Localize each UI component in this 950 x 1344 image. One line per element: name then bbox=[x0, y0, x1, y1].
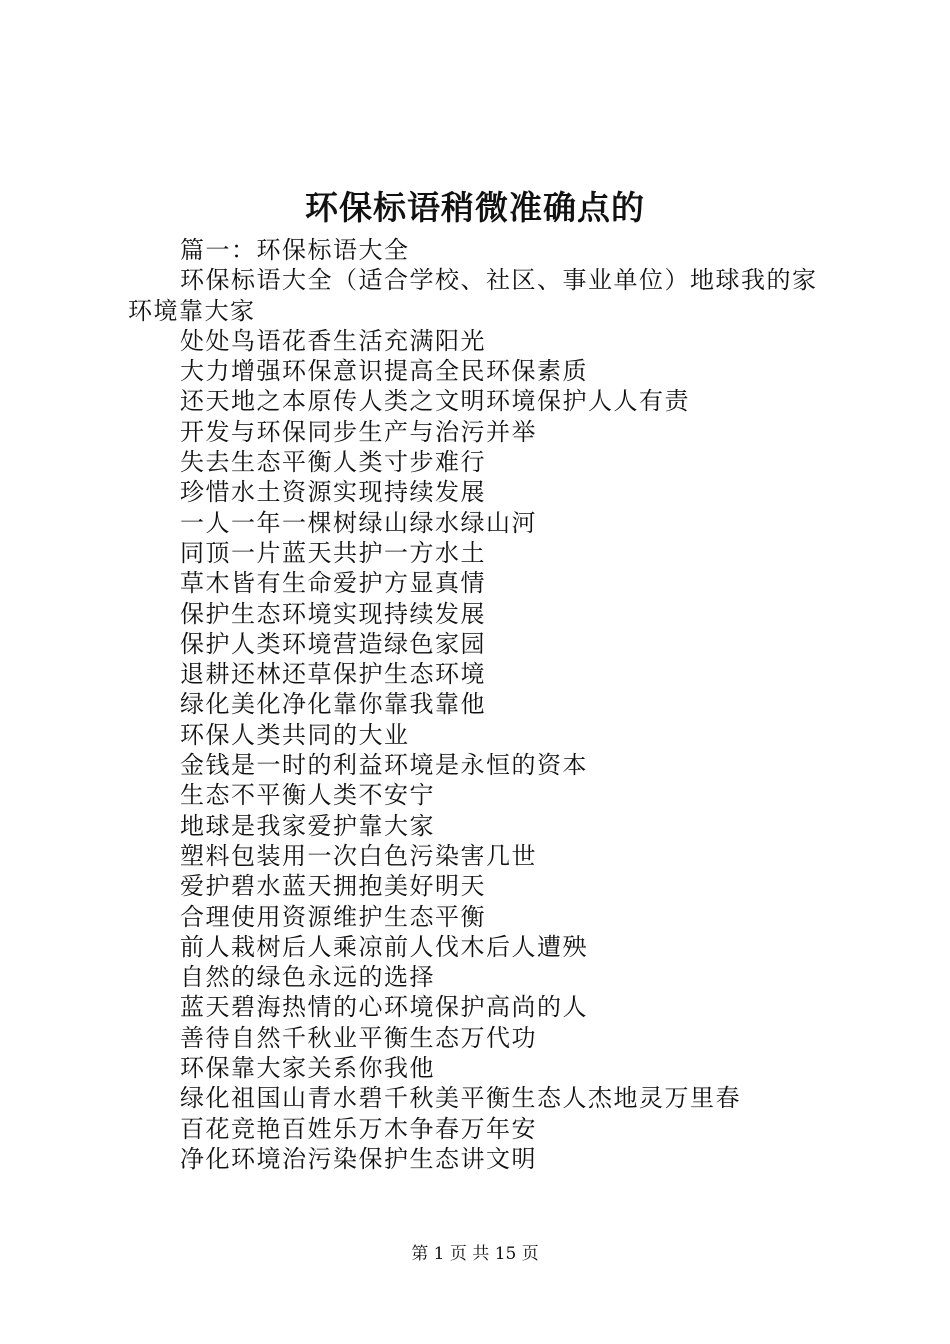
paragraph: 塑料包装用一次白色污染害几世 bbox=[180, 841, 537, 870]
paragraph: 退耕还林还草保护生态环境 bbox=[180, 660, 486, 689]
paragraph: 珍惜水土资源实现持续发展 bbox=[180, 478, 486, 507]
paragraph: 大力增强环保意识提高全民环保素质 bbox=[180, 357, 588, 386]
paragraph: 环保靠大家关系你我他 bbox=[180, 1054, 435, 1083]
paragraph: 百花竞艳百姓乐万木争春万年安 bbox=[180, 1114, 537, 1143]
paragraph: 自然的绿色永远的选择 bbox=[180, 963, 435, 992]
paragraph: 蓝天碧海热情的心环境保护高尚的人 bbox=[180, 993, 588, 1022]
paragraph: 地球是我家爱护靠大家 bbox=[180, 811, 435, 840]
paragraph: 草木皆有生命爱护方显真情 bbox=[180, 569, 486, 598]
paragraph: 生态不平衡人类不安宁 bbox=[180, 781, 435, 810]
paragraph: 处处鸟语花香生活充满阳光 bbox=[180, 326, 486, 355]
paragraph: 前人栽树后人乘凉前人伐木后人遭殃 bbox=[180, 932, 588, 961]
paragraph: 篇一：环保标语大全 bbox=[180, 236, 410, 264]
paragraph: 绿化祖国山青水碧千秋美平衡生态人杰地灵万里春 bbox=[180, 1084, 741, 1113]
paragraph: 一人一年一棵树绿山绿水绿山河 bbox=[180, 508, 537, 537]
paragraph: 合理使用资源维护生态平衡 bbox=[180, 902, 486, 931]
paragraph: 环保标语大全（适合学校、社区、事业单位）地球我的家环境靠大家 bbox=[128, 266, 818, 325]
paragraph: 环保人类共同的大业 bbox=[180, 720, 410, 749]
paragraph: 爱护碧水蓝天拥抱美好明天 bbox=[180, 872, 486, 901]
paragraph: 善待自然千秋业平衡生态万代功 bbox=[180, 1023, 537, 1052]
paragraph: 绿化美化净化靠你靠我靠他 bbox=[180, 690, 486, 719]
page-number-footer: 第 1 页 共 15 页 bbox=[411, 1244, 539, 1264]
paragraph: 净化环境治污染保护生态讲文明 bbox=[180, 1144, 537, 1173]
paragraph: 保护人类环境营造绿色家园 bbox=[180, 629, 486, 658]
paragraph: 还天地之本原传人类之文明环境保护人人有责 bbox=[180, 387, 690, 416]
paragraph: 开发与环保同步生产与治污并举 bbox=[180, 417, 537, 446]
paragraph: 失去生态平衡人类寸步难行 bbox=[180, 448, 486, 477]
paragraph: 金钱是一时的利益环境是永恒的资本 bbox=[180, 751, 588, 780]
paragraph: 同顶一片蓝天共护一方水土 bbox=[180, 538, 486, 567]
document-title: 环保标语稍微准确点的 bbox=[305, 188, 645, 227]
paragraph: 保护生态环境实现持续发展 bbox=[180, 599, 486, 628]
document-body bbox=[128, 235, 840, 1174]
